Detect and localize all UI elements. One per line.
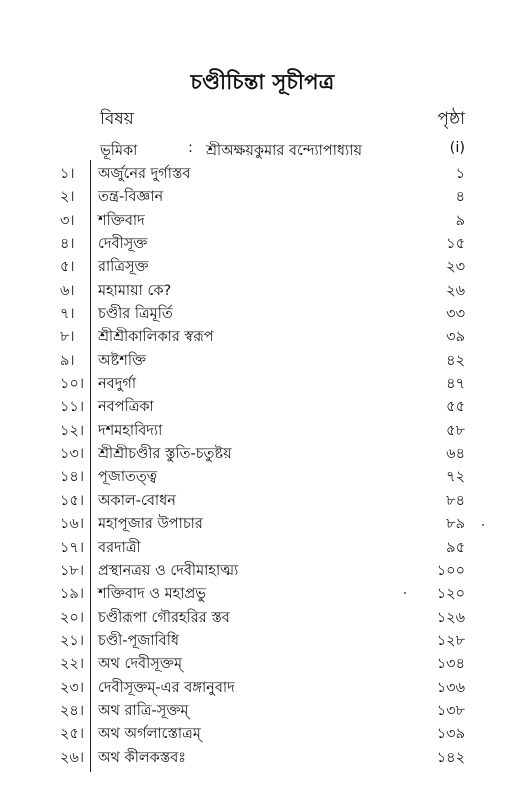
print-speck — [404, 592, 406, 594]
entry-number: ১২। — [60, 422, 85, 439]
toc-entry — [60, 487, 465, 510]
toc-entry — [60, 650, 465, 673]
entry-page-number: ১২৮ — [436, 632, 465, 649]
entry-title: শক্তিবাদ — [98, 212, 145, 229]
entry-number: ৫। — [60, 259, 75, 276]
entry-title: নবপত্রিকা — [98, 399, 154, 416]
entry-page-number: ১৫ — [446, 236, 465, 253]
toc-entry — [60, 393, 465, 416]
entry-page-number: ১৩৬ — [436, 679, 465, 696]
entry-number: ২৬। — [60, 749, 85, 766]
column-header-page: পৃষ্ঠা — [437, 109, 465, 129]
toc-entry — [60, 417, 465, 440]
entry-number: ২৪। — [60, 702, 85, 719]
entry-page-number: ১০০ — [436, 562, 465, 579]
entry-title: অকাল-বোধন — [98, 492, 176, 509]
entry-title: অথ রাত্রি-সূক্তম্ — [98, 702, 189, 719]
toc-entry — [60, 440, 465, 463]
toc-entry — [60, 697, 465, 720]
entry-page-number: ১২৬ — [436, 609, 465, 626]
entry-title: অথ অর্গলাস্তোত্রম্ — [98, 726, 201, 743]
toc-entry — [60, 323, 465, 346]
toc-entry — [60, 207, 465, 230]
entry-title: শ্রীশ্রীকালিকার স্বরূপ — [98, 329, 214, 346]
entry-title: দশমহাবিদ্যা — [98, 422, 163, 439]
entry-page-number: ৯ — [455, 212, 465, 229]
entry-number: ৬। — [60, 282, 75, 299]
entry-page-number: ৪২ — [446, 352, 465, 369]
toc-entry — [60, 277, 465, 300]
entry-title: অথ দেবীসূক্তম্ — [98, 656, 182, 673]
entry-title: দেবীসূক্ত — [98, 236, 148, 253]
entry-title: মহাপূজার উপাচার — [98, 516, 203, 533]
entry-number: ২১। — [60, 632, 85, 649]
entry-title: নবদুর্গা — [98, 376, 137, 393]
entry-number: ৩। — [60, 212, 75, 229]
entry-page-number: ১৩৪ — [436, 656, 465, 673]
entry-page-number: ৯৫ — [446, 539, 465, 556]
entry-number: ৯। — [60, 352, 75, 369]
toc-entry — [60, 370, 465, 393]
page-title: চণ্ডীচিন্তা সূচীপত্র — [190, 70, 335, 94]
entry-title: পূজাতত্ত্ব — [98, 469, 158, 486]
toc-entry — [60, 720, 465, 743]
entry-number: ১৯। — [60, 586, 85, 603]
toc-entry — [60, 253, 465, 276]
entry-title: তন্ত্র-বিজ্ঞান — [98, 189, 164, 206]
toc-entry — [60, 300, 465, 323]
entry-page-number: ১ — [455, 166, 465, 182]
entry-page-number: ৫৫ — [446, 399, 465, 416]
toc-entry — [60, 534, 465, 557]
entry-number: ৮। — [60, 329, 75, 346]
entry-page-number: ১৩৮ — [436, 702, 465, 719]
entry-page-number: ৪ — [455, 189, 465, 206]
entry-page-number: ৬৪ — [446, 446, 465, 463]
entry-title: অর্জুনের দুর্গাস্তব — [98, 166, 191, 182]
toc-entry — [60, 230, 465, 253]
entry-page-number: ২৩ — [446, 259, 465, 276]
toc-list — [60, 160, 465, 767]
entry-page-number: ১৪২ — [436, 749, 465, 766]
entry-page-number: ১২০ — [436, 586, 465, 603]
entry-title: শক্তিবাদ ও মহাপ্রভু — [98, 586, 207, 603]
entry-title: দেবীসূক্তম্-এর বঙ্গানুবাদ — [98, 679, 235, 696]
entry-page-number: ৭২ — [446, 469, 465, 486]
introduction-author: শ্রীঅক্ষয়কুমার বন্দ্যোপাধ্যায় — [206, 143, 362, 159]
entry-page-number: ৪৭ — [446, 376, 465, 393]
toc-entry — [60, 183, 465, 206]
entry-number: ৪। — [60, 236, 75, 253]
entry-number: ১৭। — [60, 539, 85, 556]
toc-entry — [60, 627, 465, 650]
entry-page-number: ৩৯ — [446, 329, 465, 346]
entry-number: ১০। — [60, 376, 85, 393]
entry-number: ২২। — [60, 656, 85, 673]
entry-number: ১৮। — [60, 562, 85, 579]
toc-entry — [60, 463, 465, 486]
toc-entry — [60, 674, 465, 697]
entry-page-number: ৮৪ — [446, 492, 465, 509]
introduction-page: (i) — [449, 140, 465, 156]
entry-page-number: ৫৮ — [446, 422, 465, 439]
entry-title: অথ কীলকস্তবঃ — [98, 749, 187, 766]
toc-entry — [60, 744, 465, 767]
toc-entry — [60, 557, 465, 580]
entry-number: ৭। — [60, 306, 75, 323]
toc-entry — [60, 347, 465, 370]
entry-page-number: ১৩৯ — [436, 726, 465, 743]
entry-title: চণ্ডী-পূজাবিধি — [98, 632, 180, 649]
toc-entry — [60, 510, 465, 533]
column-header-subject: বিষয় — [100, 109, 134, 129]
entry-number: ২০। — [60, 609, 85, 626]
entry-number: ১। — [60, 166, 75, 182]
entry-number: ২৩। — [60, 679, 85, 696]
entry-title: প্রস্থানত্রয় ও দেবীমাহাত্ম্য — [98, 562, 239, 579]
entry-number: ১৬। — [60, 516, 85, 533]
entry-title: চণ্ডীরূপা গৌরহরির স্তব — [98, 609, 230, 626]
entry-title: রাত্রিসূক্ত — [98, 259, 149, 276]
introduction-label: ভূমিকা — [100, 143, 138, 159]
print-speck — [482, 524, 484, 526]
entry-title: চণ্ডীর ত্রিমূর্তি — [98, 306, 173, 323]
introduction-entry — [100, 140, 465, 162]
entry-page-number: ২৬ — [446, 282, 465, 299]
entry-number: ২৫। — [60, 726, 85, 743]
entry-number: ১৪। — [60, 469, 85, 486]
entry-title: বরদাত্রী — [98, 539, 141, 556]
entry-number: ১১। — [60, 399, 85, 416]
entry-number: ২। — [60, 189, 75, 206]
entry-number: ১৩। — [60, 446, 85, 463]
entry-page-number: ৩৩ — [446, 306, 465, 323]
entry-number: ১৫। — [60, 492, 85, 509]
entry-page-number: ৮৯ — [446, 516, 465, 533]
entry-title: শ্রীশ্রীচণ্ডীর স্তুতি-চতুষ্টয় — [98, 446, 232, 463]
toc-entry — [60, 160, 465, 183]
introduction-colon: : — [188, 140, 193, 156]
entry-title: অষ্টশক্তি — [98, 352, 147, 369]
entry-title: মহামায়া কে? — [98, 282, 172, 299]
toc-entry — [60, 604, 465, 627]
